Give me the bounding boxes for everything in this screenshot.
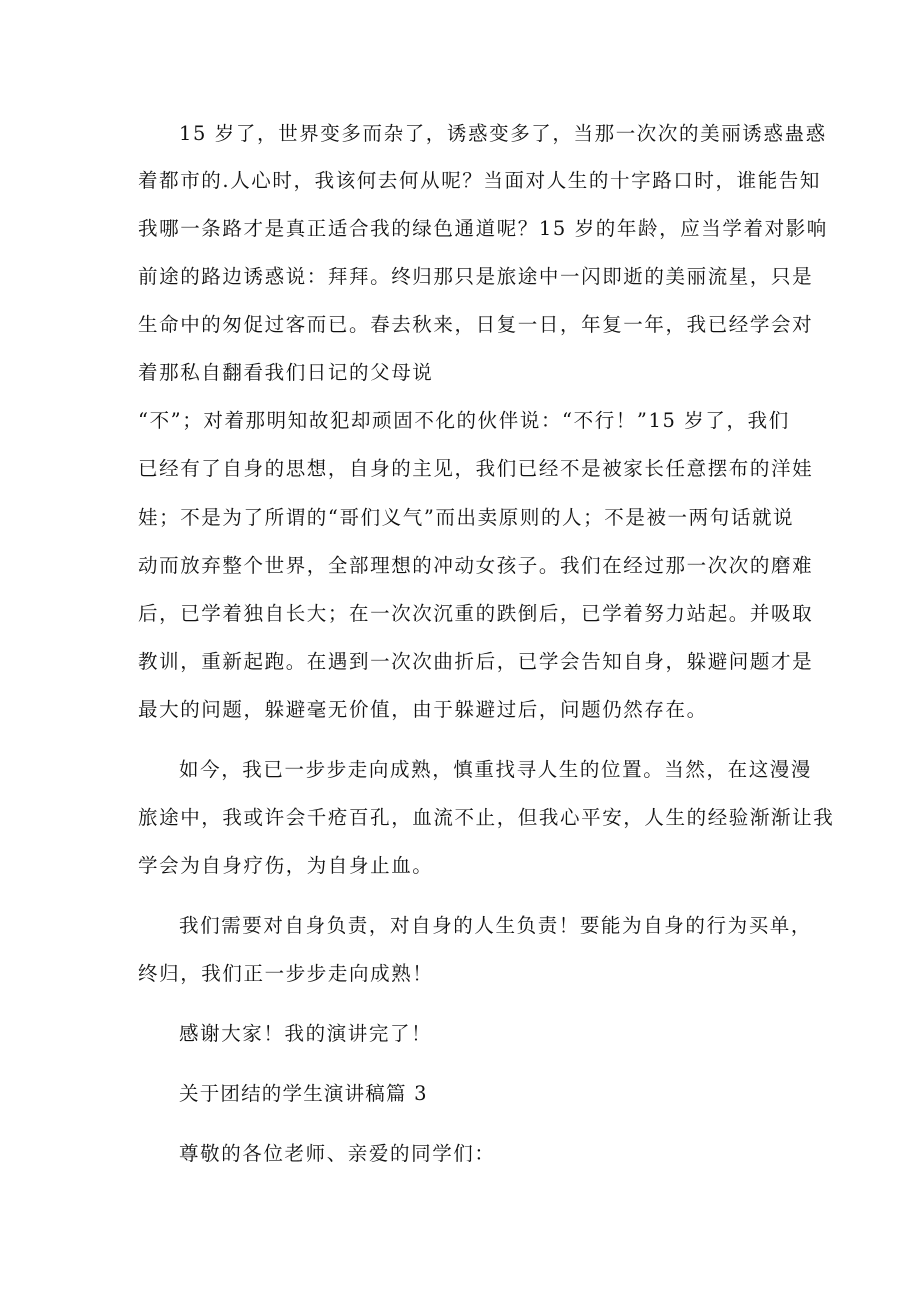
text-line: 我们需要对自身负责，对自身的人生负责！要能为自身的行为买单， [179, 914, 813, 937]
text-line: 最大的问题，躲避毫无价值，由于躲避过后，问题仍然存在。 [138, 698, 708, 721]
text-line: 着都市的.人心时，我该何去何从呢？当面对人生的十字路口时，谁能告知 [138, 169, 821, 192]
text-line: 教训，重新起跑。在遇到一次次曲折后，已学会告知自身，躲避问题才是 [138, 650, 814, 673]
text-line: 旅途中，我或许会千疮百孔，血流不止，但我心平安，人生的经验渐渐让我 [138, 806, 835, 829]
salutation: 尊敬的各位老师、亲爱的同学们： [179, 1142, 496, 1165]
text-line: 学会为自身疗伤，为自身止血。 [138, 854, 434, 877]
text-line: 后，已学着独自长大；在一次次沉重的跌倒后，已学着努力站起。并吸取 [138, 602, 814, 625]
text-line: 如今，我已一步步走向成熟，慎重找寻人生的位置。当然，在这漫漫 [179, 758, 813, 781]
text-line: 着那私自翻看我们日记的父母说 [138, 361, 434, 384]
text-line: 我哪一条路才是真正适合我的绿色通道呢？15 岁的年龄，应当学着对影响 [138, 217, 828, 240]
text-line: 前途的路边诱惑说：拜拜。终归那只是旅途中一闪即逝的美丽流星，只是 [138, 265, 814, 288]
closing-line: 感谢大家！我的演讲完了！ [179, 1022, 433, 1045]
section-heading: 关于团结的学生演讲稿篇 3 [179, 1082, 428, 1105]
text-line: 15 岁了，世界变多而杂了，诱惑变多了，当那一次次的美丽诱惑蛊惑 [179, 122, 827, 145]
text-line: 娃；不是为了所谓的“哥们义气”而出卖原则的人；不是被一两句话就说 [138, 506, 795, 529]
text-line: 动而放弃整个世界，全部理想的冲动女孩子。我们在经过那一次次的磨难 [138, 554, 814, 577]
text-line: 生命中的匆促过客而已。春去秋来，日复一日，年复一年，我已经学会对 [138, 313, 814, 336]
text-line: 终归，我们正一步步走向成熟！ [138, 962, 434, 985]
text-line: “不”；对着那明知故犯却顽固不化的伙伴说：“不行！”15 岁了，我们 [138, 409, 790, 432]
text-line: 已经有了自身的思想，自身的主见，我们已经不是被家长任意摆布的洋娃 [138, 457, 814, 480]
